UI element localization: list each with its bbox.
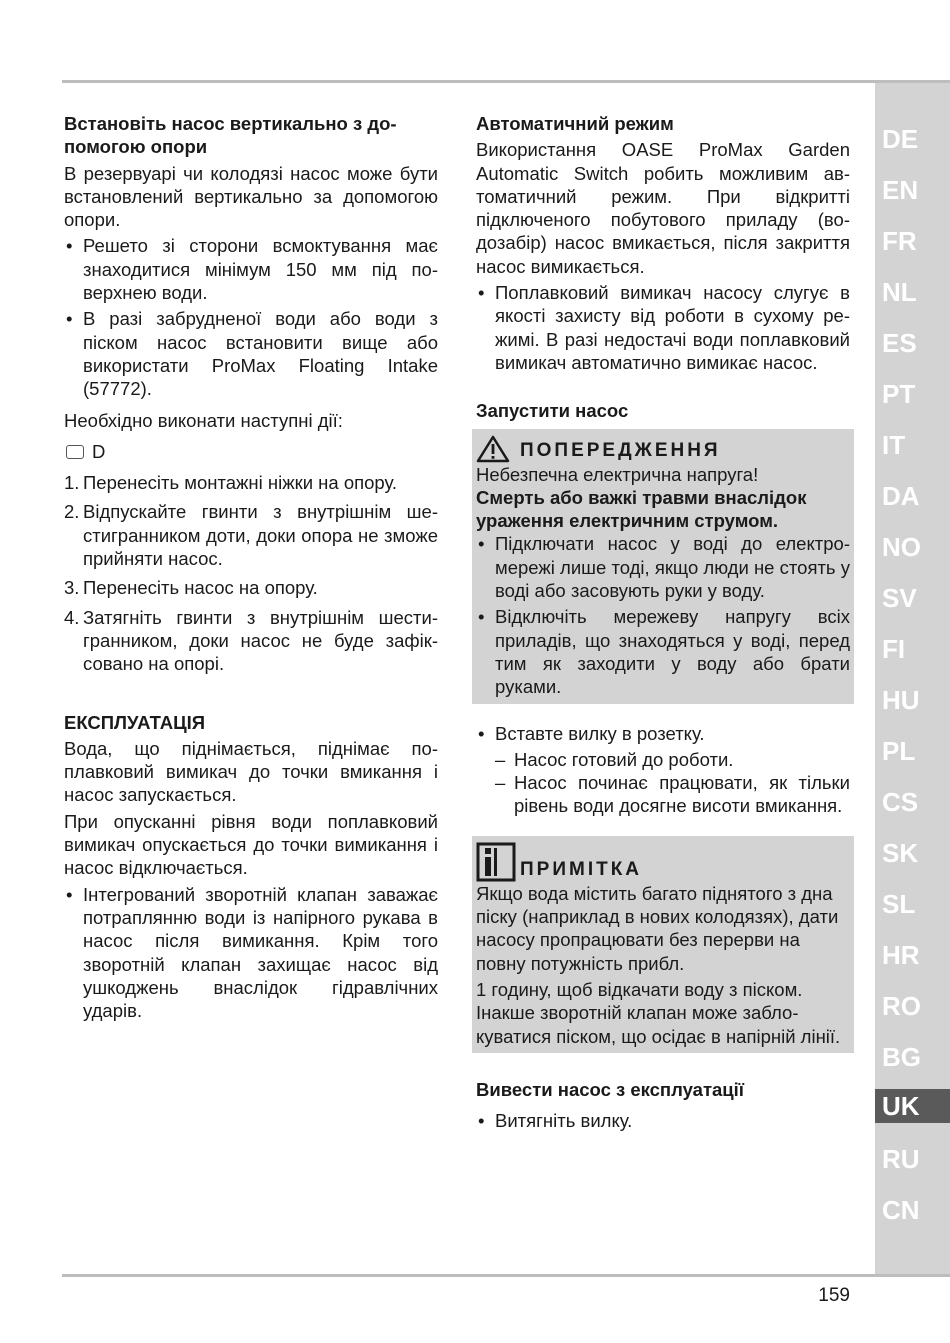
lang-tab-it[interactable]: IT [882, 430, 906, 460]
note-title-row [476, 842, 850, 882]
warning-box [472, 429, 854, 704]
figure-reference [64, 440, 438, 463]
operation-bullets [64, 883, 438, 1023]
figure-ref-label: D [92, 440, 106, 462]
lang-tab-hr[interactable]: HR [882, 940, 920, 970]
shutdown-bullets [476, 1109, 850, 1132]
lang-tab-bg[interactable]: BG [882, 1042, 921, 1072]
list-item: • Підключати насос у воді до електромережі лише тоді, якщо люди не стоять у воді або засовують руки у воду. [476, 532, 850, 602]
step-item [64, 500, 438, 570]
list-item: • Відключіть мережеву напругу всіх приладів, що знаходяться у воді, перед тим як заходити у воду або брати руками. [476, 605, 850, 698]
auto-mode-para: Використання OASE ProMax Garden Automatic Switch робить можливим автоматичний режим. При відкритті підключеного побутового приладу (водозабір) насос вмикається, після закриття насос вимикається. [476, 139, 850, 277]
figure-ref-icon [66, 445, 84, 459]
lang-tab-cn[interactable]: CN [882, 1195, 920, 1225]
step-item [64, 606, 438, 676]
note-text-2: 1 годину, щоб відкачати воду з піском. Інакше зворотній клапан може заблокуватися піском, що осідає в напірній лінії. [476, 978, 841, 1047]
steps-intro: Необхідно виконати наступні дії: [64, 409, 343, 431]
list-item: – Насос готовий до роботи. [476, 748, 850, 771]
step-number: 4. [64, 606, 80, 628]
top-rule [62, 80, 950, 83]
operation-heading: ЕКСПЛУАТАЦІЯ [64, 711, 206, 733]
lang-tab-fi[interactable]: FI [882, 634, 906, 664]
install-steps [64, 471, 438, 675]
bottom-rule [62, 1274, 950, 1277]
start-dashes [476, 748, 850, 818]
start-pump-heading: Запустити насос [476, 400, 629, 422]
step-item [64, 576, 438, 599]
install-intro: В резервуарі чи колодязі насос може бути встановлений вертикально за допомогою опори. [64, 162, 438, 231]
step-number: 2. [64, 501, 80, 523]
lang-tab-da[interactable]: DA [882, 481, 920, 511]
step-text: Затягніть гвинти з внутрішнім шестигранником, доки насос не буде зафіксовано на опорі. [83, 606, 438, 675]
lang-tab-ru[interactable]: RU [882, 1144, 920, 1174]
note-text-1: Якщо вода містить багато піднятого з дна піску (наприклад в нових колодязях), дати насосу пропрацювати без перерви на повну потужність прибл. [476, 882, 839, 974]
page-number: 159 [818, 1285, 850, 1306]
note-title: ПРИМІТКА [520, 859, 643, 881]
lang-tab-ro[interactable]: RO [882, 991, 921, 1021]
lang-tab-en[interactable]: EN [882, 175, 919, 205]
lang-tab-hu[interactable]: HU [882, 685, 920, 715]
operation-para-2: При опусканні рівня води поплавковий вимикач опускається до точки вимикання і насос відключається. [64, 810, 438, 879]
warning-line-1: Небезпечна електрична напруга! [476, 463, 759, 485]
list-item: • Вставте вилку в розетку. [476, 722, 850, 745]
lang-tab-sl[interactable]: SL [882, 889, 916, 919]
install-bullets [64, 234, 438, 400]
list-item: • Інтегрований зворотній клапан заважає потраплянню води із напірного рукава в насос після вимикання. Крім того зворотній клапан захищає насос від ушкоджень внаслідок гідравлічних ударів. [64, 883, 438, 1023]
note-box [472, 836, 854, 1053]
step-number: 1. [64, 472, 80, 494]
warning-line-2: Смерть або важкі травми внаслідок ураження електричним струмом. [476, 486, 807, 532]
step-number: 3. [64, 577, 80, 599]
list-item: • Поплавковий вимикач насосу слугує в якості захисту від роботи в сухому режимі. В разі недостачі води поплавковий вимикач автоматично вимикає насос. [476, 281, 850, 374]
lang-tab-pl[interactable]: PL [882, 736, 916, 766]
lang-tab-de[interactable]: DE [882, 124, 919, 154]
operation-para-1: Вода, що піднімається, піднімає поплавковий вимикач до точки вмикання і насос запускається. [64, 737, 438, 806]
list-item: • Решето зі сторони всмоктування має знаходитися мінімум 150 мм під поверхнею води. [64, 234, 438, 304]
language-sidebar [875, 83, 950, 1274]
warning-title-row [476, 435, 850, 463]
start-bullets [476, 722, 850, 745]
list-item: • В разі забрудненої води або води з піском насос встановити вище або використати ProMax Floating Intake (57772). [64, 307, 438, 400]
lang-tab-sk[interactable]: SK [882, 838, 919, 868]
step-item [64, 471, 438, 494]
auto-mode-bullets [476, 281, 850, 374]
lang-tab-no[interactable]: NO [882, 532, 921, 562]
lang-tab-cs[interactable]: CS [882, 787, 919, 817]
step-text: Відпускайте гвинти з внутрішнім шестигранником доти, доки опора не зможе прийняти насос. [83, 501, 438, 570]
lang-tab-pt[interactable]: PT [882, 379, 916, 409]
lang-tab-nl[interactable]: NL [882, 277, 917, 307]
warning-title: ПОПЕРЕДЖЕННЯ [520, 440, 721, 462]
warning-triangle-icon [476, 435, 510, 463]
shutdown-heading: Вивести насос з експлуатації [476, 1078, 745, 1100]
step-text: Перенесіть монтажні ніжки на опору. [83, 472, 398, 494]
lang-tab-sv[interactable]: SV [882, 583, 917, 613]
list-item: • Витягніть вилку. [476, 1109, 850, 1132]
install-heading: Встановіть насос вертикально з допомогою опори [64, 113, 397, 158]
step-text: Перенесіть насос на опору. [83, 577, 318, 599]
list-item: – Насос починає працювати, як тільки рівень води досягне висоти вмикання. [476, 771, 850, 818]
left-column [64, 112, 438, 1026]
lang-tab-es[interactable]: ES [882, 328, 917, 358]
auto-mode-heading: Автоматичний режим [476, 113, 674, 134]
lang-tab-uk-active[interactable]: UK [875, 1089, 950, 1123]
lang-tab-fr[interactable]: FR [882, 226, 917, 256]
info-note-icon [476, 842, 516, 882]
right-column [476, 112, 850, 1136]
warning-bullets [476, 532, 850, 698]
